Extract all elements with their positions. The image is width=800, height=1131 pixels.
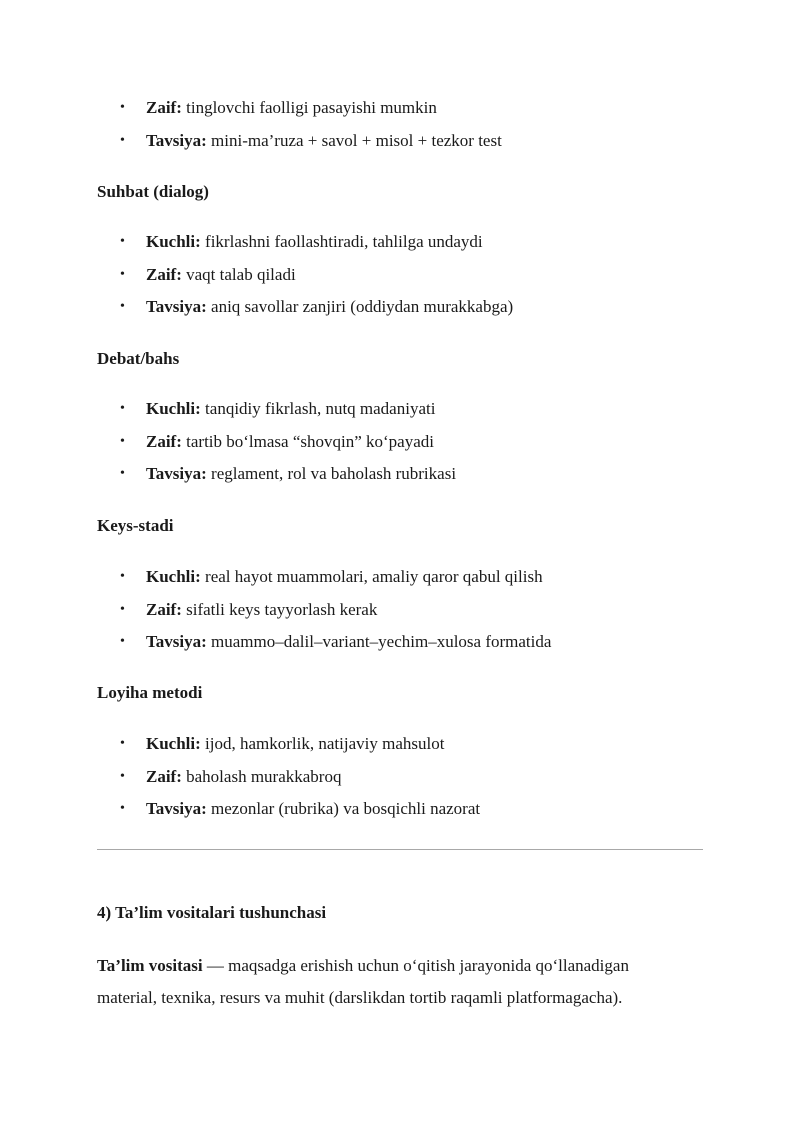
item-text: ijod, hamkorlik, natijaviy mahsulot — [200, 734, 445, 753]
item-text: fikrlashni faollashtiradi, tahlilga undaydi — [200, 232, 483, 251]
list-item — [0, 393, 800, 426]
bullet-icon: • — [120, 634, 125, 649]
bullet-list-suhbat — [0, 226, 800, 324]
bullet-icon: • — [120, 601, 125, 617]
item-term: Tavsiya: — [146, 130, 207, 150]
bullet-icon: • — [120, 801, 125, 816]
bullet-icon: • — [120, 569, 125, 584]
list-item — [0, 259, 800, 292]
item-text: tinglovchi faolligi pasayishi mumkin — [181, 98, 437, 117]
bullet-icon: • — [120, 466, 125, 481]
bullet-icon: • — [120, 266, 125, 282]
list-item — [0, 594, 800, 627]
item-term: Kuchli: — [146, 734, 201, 753]
item-text: real hayot muammolari, amaliy qaror qabul qilish — [200, 567, 543, 586]
list-item — [0, 458, 800, 491]
list-item — [0, 761, 800, 794]
section-heading-keys-stadi: Keys-stadi — [97, 516, 174, 535]
list-item — [0, 226, 800, 259]
item-term: Kuchli: — [146, 399, 201, 418]
section-heading-suhbat: Suhbat (dialog) — [97, 182, 209, 201]
bullet-icon: • — [120, 299, 125, 314]
item-term: Zaif: — [146, 599, 182, 619]
item-term: Tavsiya: — [146, 632, 207, 651]
definition-term: Ta’lim vositasi — [97, 956, 203, 975]
list-item — [0, 561, 800, 594]
bullet-list-keys-stadi — [0, 561, 800, 659]
section-heading-debat: Debat/bahs — [97, 349, 180, 368]
item-term: Zaif: — [146, 98, 182, 117]
item-text: muammo–dalil–variant–yechim–xulosa formatida — [206, 632, 552, 651]
item-term: Zaif: — [146, 431, 182, 451]
bullet-list-continued — [0, 92, 800, 157]
bullet-icon: • — [120, 736, 125, 751]
item-text: tanqidiy fikrlash, nutq madaniyati — [200, 399, 436, 418]
item-term: Tavsiya: — [146, 799, 207, 818]
item-text: baholash murakkabroq — [181, 766, 342, 786]
list-item — [0, 125, 800, 158]
bullet-icon: • — [120, 132, 125, 148]
list-item — [0, 728, 800, 761]
list-item — [0, 92, 800, 125]
bullet-icon: • — [120, 433, 125, 449]
paragraph-line-1 — [97, 950, 703, 982]
item-term: Kuchli: — [146, 567, 201, 586]
item-text: mini-ma’ruza + savol + misol + tezkor test — [206, 130, 502, 150]
item-term: Tavsiya: — [146, 464, 207, 483]
definition-paragraph — [97, 950, 703, 1014]
bullet-list-debat — [0, 393, 800, 491]
section-4-heading: 4) Ta’lim vositalari tushunchasi — [97, 903, 327, 922]
bullet-icon: • — [120, 100, 125, 115]
item-text: reglament, rol va baholash rubrikasi — [206, 464, 457, 483]
list-item — [0, 291, 800, 324]
item-term: Zaif: — [146, 264, 182, 284]
bullet-icon: • — [120, 234, 125, 249]
list-item — [0, 793, 800, 826]
item-term: Tavsiya: — [146, 297, 207, 316]
bullet-icon: • — [120, 401, 125, 416]
item-term: Zaif: — [146, 766, 182, 786]
item-term: Kuchli: — [146, 232, 201, 251]
definition-text: — maqsadga erishish uchun o‘qitish jarayonida qo‘llanadigan — [202, 956, 629, 975]
list-item — [0, 426, 800, 459]
item-text: vaqt talab qiladi — [181, 264, 296, 284]
item-text: tartib bo‘lmasa “shovqin” ko‘payadi — [181, 431, 434, 451]
horizontal-divider — [97, 849, 703, 850]
item-text: sifatli keys tayyorlash kerak — [181, 599, 378, 619]
item-text: mezonlar (rubrika) va bosqichli nazorat — [206, 799, 481, 818]
section-heading-loyiha: Loyiha metodi — [97, 683, 203, 702]
bullet-icon: • — [120, 768, 125, 784]
list-item — [0, 626, 800, 659]
item-text: aniq savollar zanjiri (oddiydan murakkabga) — [206, 297, 514, 316]
bullet-list-loyiha — [0, 728, 800, 826]
paragraph-line-2: material, texnika, resurs va muhit (darslikdan tortib raqamli platformagacha). — [97, 988, 623, 1007]
